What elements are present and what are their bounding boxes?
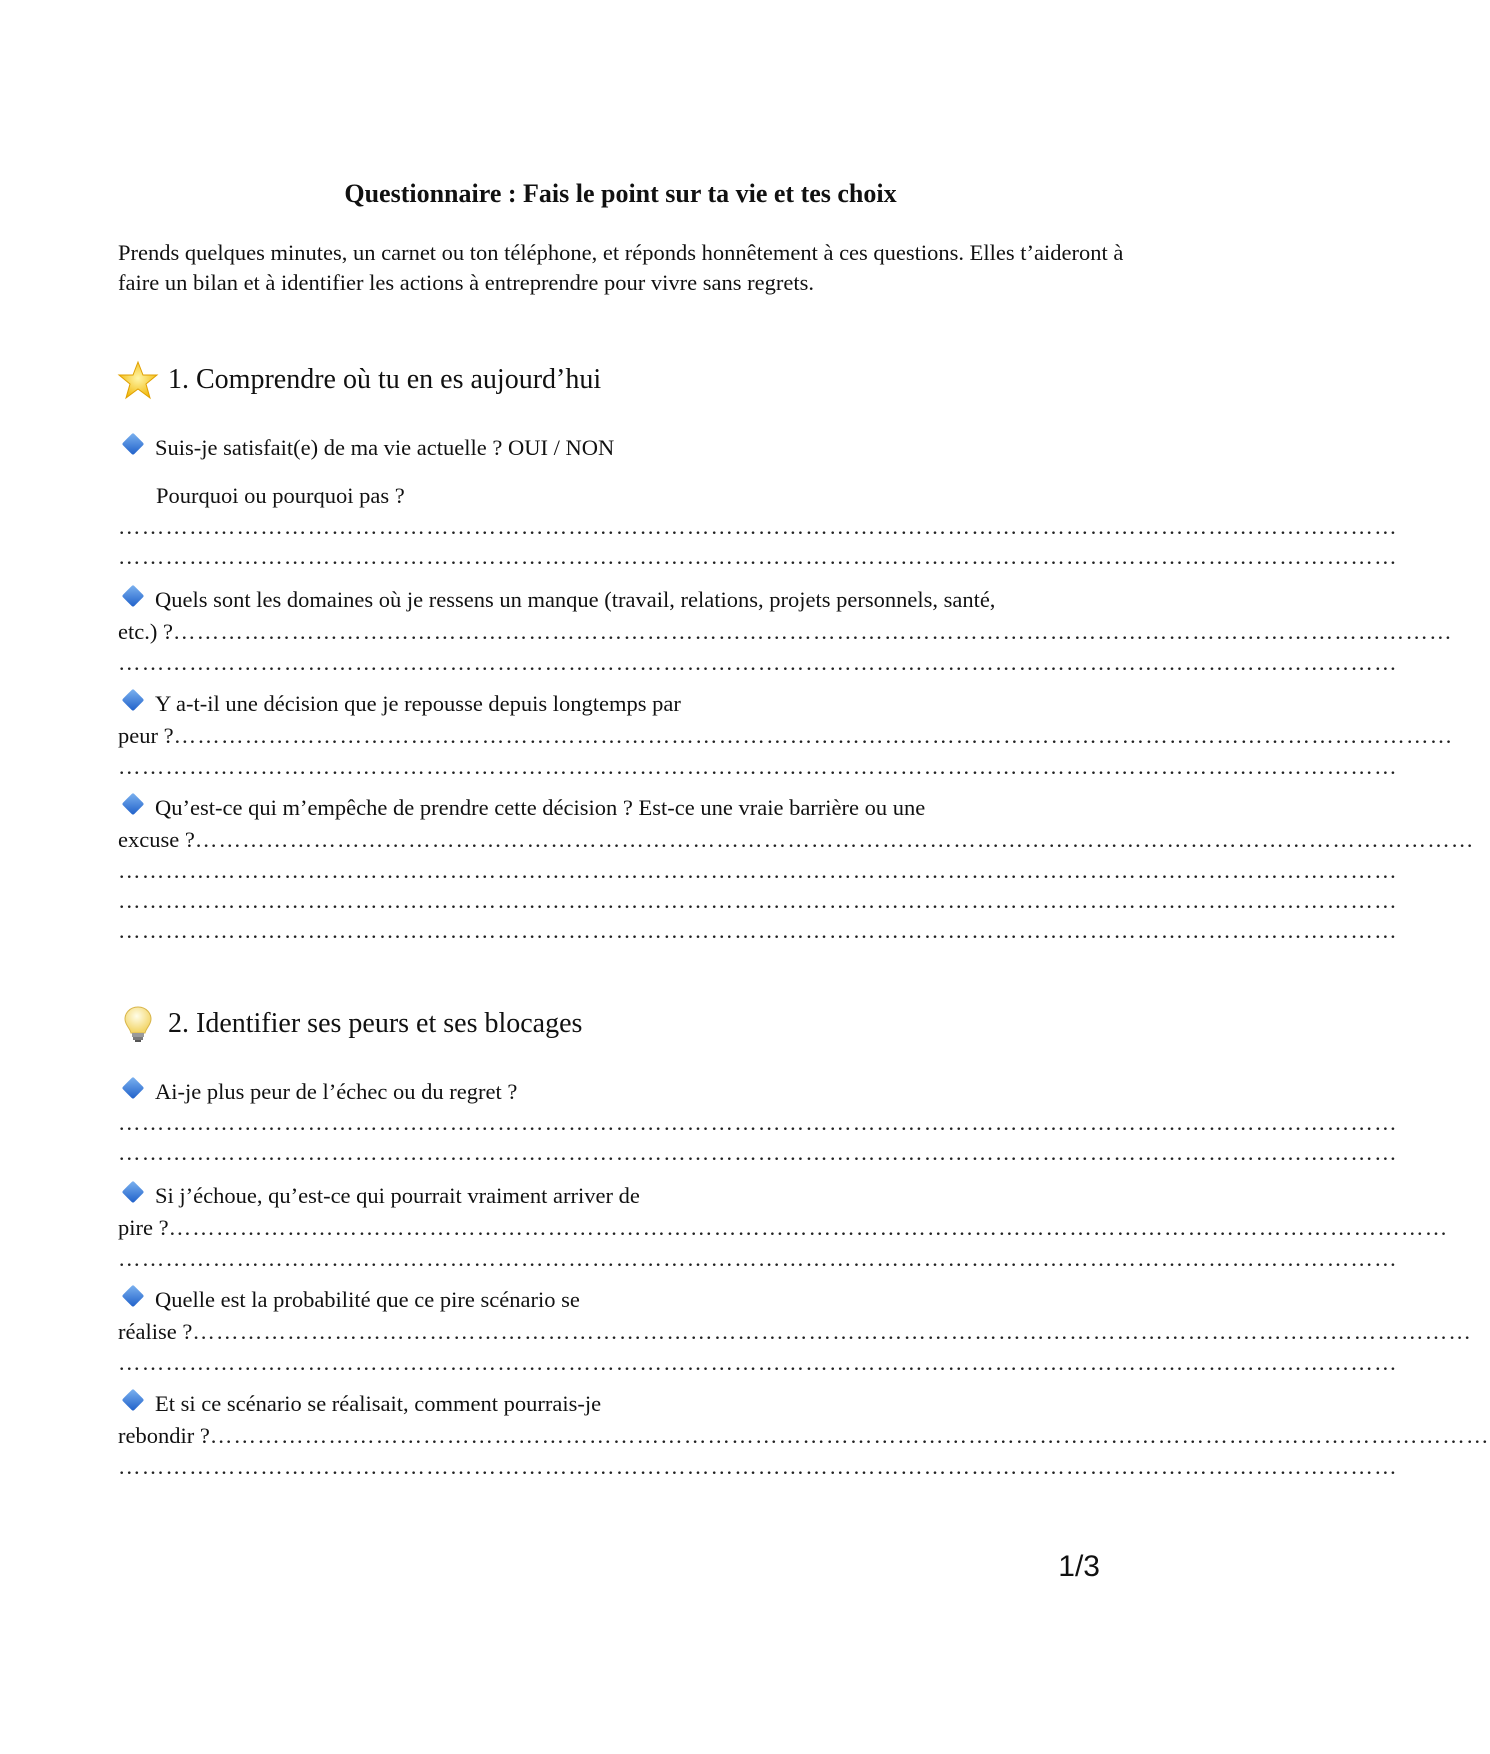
- question-text: Si j’échoue, qu’est-ce qui pourrait vraiment arriver de: [155, 1183, 640, 1208]
- answer-line[interactable]: ………………………………………………………………………………………………………………………………………………: [209, 1423, 1490, 1448]
- answer-line[interactable]: ………………………………………………………………………………………………………………………………………………: [168, 1215, 1449, 1240]
- question-2-2: [118, 1180, 1449, 1274]
- answer-line[interactable]: ………………………………………………………………………………………………………………………………………………: [118, 1350, 1398, 1375]
- question-2-3: [118, 1284, 1473, 1378]
- answer-line[interactable]: ………………………………………………………………………………………………………………………………………………: [172, 619, 1453, 644]
- document-title: Questionnaire : Fais le point sur ta vie et tes choix: [344, 179, 897, 208]
- question-1-2: [118, 584, 1453, 678]
- section-1: [118, 358, 1475, 946]
- answer-line[interactable]: ………………………………………………………………………………………………………………………………………………: [173, 723, 1454, 748]
- question-1-1: [118, 432, 1398, 572]
- page-number: 1/3: [1058, 1550, 1100, 1583]
- answer-line[interactable]: ………………………………………………………………………………………………………………………………………………: [118, 1110, 1398, 1135]
- diamond-icon: [122, 1389, 145, 1412]
- question-text: Suis-je satisfait(e) de ma vie actuelle ? OUI / NON: [155, 435, 615, 460]
- answer-line[interactable]: ………………………………………………………………………………………………………………………………………………: [118, 1140, 1398, 1165]
- question-subtext: Pourquoi ou pourquoi pas ?: [156, 483, 405, 508]
- question-text-cont: pire ?: [118, 1215, 169, 1240]
- question-text-cont: etc.) ?: [118, 619, 173, 644]
- answer-line[interactable]: ………………………………………………………………………………………………………………………………………………: [118, 858, 1398, 883]
- lightbulb-icon: [118, 1004, 158, 1044]
- question-text: Ai-je plus peur de l’échec ou du regret ?: [155, 1079, 518, 1104]
- question-text: Y a-t-il une décision que je repousse depuis longtemps par: [155, 691, 681, 716]
- diamond-icon: [122, 433, 145, 456]
- answer-line[interactable]: ………………………………………………………………………………………………………………………………………………: [118, 650, 1398, 675]
- question-text-cont: excuse ?: [118, 827, 195, 852]
- answer-line[interactable]: ………………………………………………………………………………………………………………………………………………: [118, 888, 1398, 913]
- question-1-4: [118, 792, 1475, 946]
- answer-line[interactable]: ………………………………………………………………………………………………………………………………………………: [118, 1454, 1398, 1479]
- section-2-heading: [118, 1002, 1128, 1046]
- answer-line[interactable]: ………………………………………………………………………………………………………………………………………………: [194, 827, 1475, 852]
- answer-line[interactable]: ………………………………………………………………………………………………………………………………………………: [118, 544, 1398, 569]
- question-2-1: [118, 1076, 1398, 1168]
- question-text-cont: rebondir ?: [118, 1423, 210, 1448]
- star-icon: [118, 360, 158, 400]
- question-2-4: [118, 1388, 1490, 1482]
- question-text: Qu’est-ce qui m’empêche de prendre cette décision ? Est-ce une vraie barrière ou une: [155, 795, 926, 820]
- section-2-title: 2. Identifier ses peurs et ses blocages: [168, 1008, 583, 1039]
- question-text: Et si ce scénario se réalisait, comment pourrais-je: [155, 1391, 602, 1416]
- diamond-icon: [122, 1077, 145, 1100]
- question-1-3: [118, 688, 1454, 782]
- question-text-cont: réalise ?: [118, 1319, 193, 1344]
- section-1-heading: [118, 358, 1128, 402]
- question-text-cont: peur ?: [118, 723, 174, 748]
- answer-line[interactable]: ………………………………………………………………………………………………………………………………………………: [118, 754, 1398, 779]
- answer-line[interactable]: ………………………………………………………………………………………………………………………………………………: [118, 918, 1398, 943]
- section-1-title: 1. Comprendre où tu en es aujourd’hui: [168, 364, 602, 395]
- diamond-icon: [122, 689, 145, 712]
- question-text: Quels sont les domaines où je ressens un manque (travail, relations, projets personnels, santé,: [155, 587, 996, 612]
- diamond-icon: [122, 793, 145, 816]
- intro-paragraph: Prends quelques minutes, un carnet ou ton téléphone, et réponds honnêtement à ces questions. Elles t’aideront à faire un bilan et à identifier les actions à entreprendre pour vivre sans regrets.: [118, 240, 1124, 295]
- diamond-icon: [122, 1181, 145, 1204]
- answer-line[interactable]: ………………………………………………………………………………………………………………………………………………: [192, 1319, 1473, 1344]
- question-text: Quelle est la probabilité que ce pire scénario se: [155, 1287, 580, 1312]
- answer-line[interactable]: ………………………………………………………………………………………………………………………………………………: [118, 514, 1398, 539]
- diamond-icon: [122, 1285, 145, 1308]
- section-2: [118, 1002, 1490, 1482]
- answer-line[interactable]: ………………………………………………………………………………………………………………………………………………: [118, 1246, 1398, 1271]
- diamond-icon: [122, 585, 145, 608]
